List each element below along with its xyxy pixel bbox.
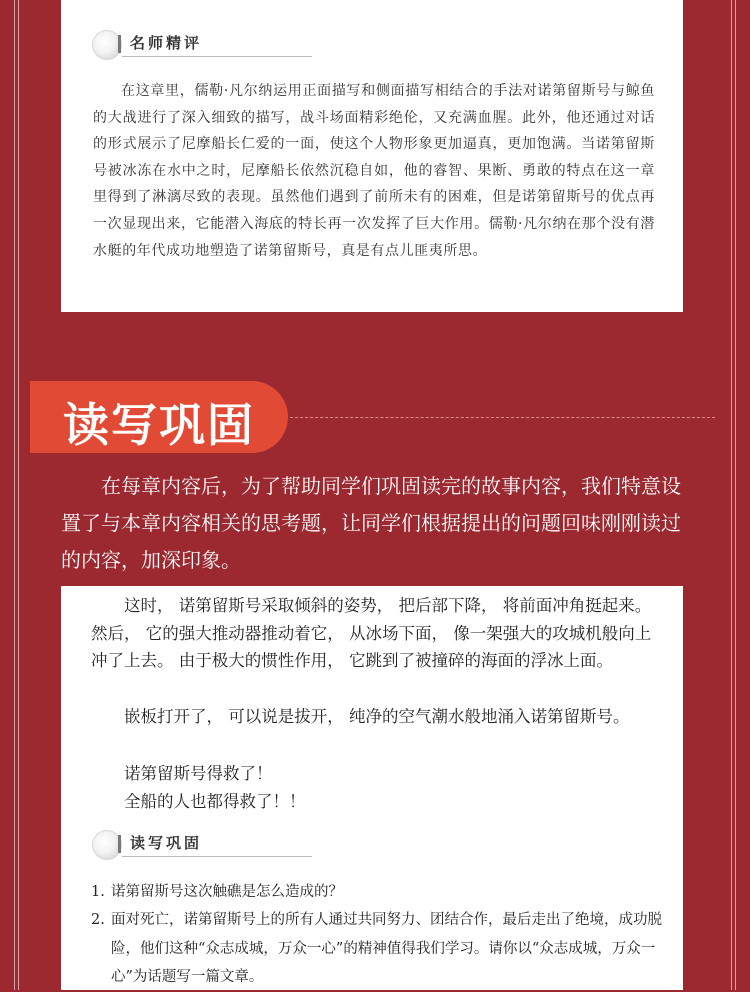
question-text: 诺第留斯号这次触礁是怎么造成的？	[111, 884, 343, 900]
excerpt-paragraph: 这时， 诺第留斯号采取倾斜的姿势， 把后部下降， 将前面冲角挺起来。 然后， 它的强大推动器推动着它， 从冰场下面， 像一架强大的攻城机般向上冲了上去。 由于极大的惯性作用， 它跳到了被撞碎的海面的浮冰上面。	[91, 596, 652, 670]
question-item	[91, 906, 671, 992]
right-border-line	[735, 0, 736, 990]
teacher-comment-paragraph: 在这章里，儒勒·凡尔纳运用正面描写和侧面描写相结合的手法对诺第留斯号与鲸鱼的大战进行了深入细致的描写，战斗场面精彩绝伦，又充满血腥。此外，他还通过对话的形式展示了尼摩船长仁爱的一面，使这个人物形象更加逼真，更加饱满。当诺第留斯号被冰冻在水中之时，尼摩船长依然沉稳自如，他的睿智、果断、勇敢的特点在这一章里得到了淋漓尽致的表现。虽然他们遇到了前所未有的困难，但是诺第留斯号的优点再一次显现出来，它能潜入海底的特长再一次发挥了巨大作用。儒勒·凡尔纳在那个没有潜水艇的年代成功地塑造了诺第留斯号，真是有点儿匪夷所思。	[93, 83, 655, 259]
excerpt-paragraph: 全船的人也都得救了！！	[124, 792, 306, 811]
question-number: 1.	[91, 884, 105, 900]
section-banner	[30, 381, 288, 453]
intro-paragraph: 在每章内容后，为了帮助同学们巩固读完的故事内容，我们特意设置了与本章内容相关的思考题，让同学们根据提出的问题回味刚刚读过的内容，加深印象。	[61, 474, 681, 572]
question-number: 2.	[91, 912, 105, 928]
section-bar-icon	[118, 835, 121, 853]
question-text: 面对死亡，诺第留斯号上的所有人通过共同努力、团结合作，最后走出了绝境，成功脱险，他们这种“众志成城，万众一心”的精神值得我们学习。请你以“众志成城，万众一心”为话题写一篇文章。	[111, 912, 662, 985]
exercises-header	[92, 830, 332, 860]
teacher-comment-title: 名师精评	[130, 34, 203, 52]
banner-title: 读写巩固	[63, 398, 255, 452]
section-bar-icon	[118, 35, 121, 53]
excerpt-paragraph: 嵌板打开了， 可以说是拔开， 纯净的空气潮水般地涌入诺第留斯号。	[124, 707, 630, 726]
banner-dashed-line	[290, 417, 715, 418]
teacher-comment-header	[92, 30, 332, 60]
question-item	[91, 878, 661, 907]
excerpt-paragraph: 诺第留斯号得救了！	[124, 764, 273, 783]
right-border-line	[731, 0, 732, 990]
left-border-line	[14, 0, 15, 990]
section-underline	[122, 56, 312, 57]
section-underline	[122, 856, 312, 857]
exercises-title: 读写巩固	[130, 834, 203, 852]
left-border-line	[18, 0, 19, 990]
